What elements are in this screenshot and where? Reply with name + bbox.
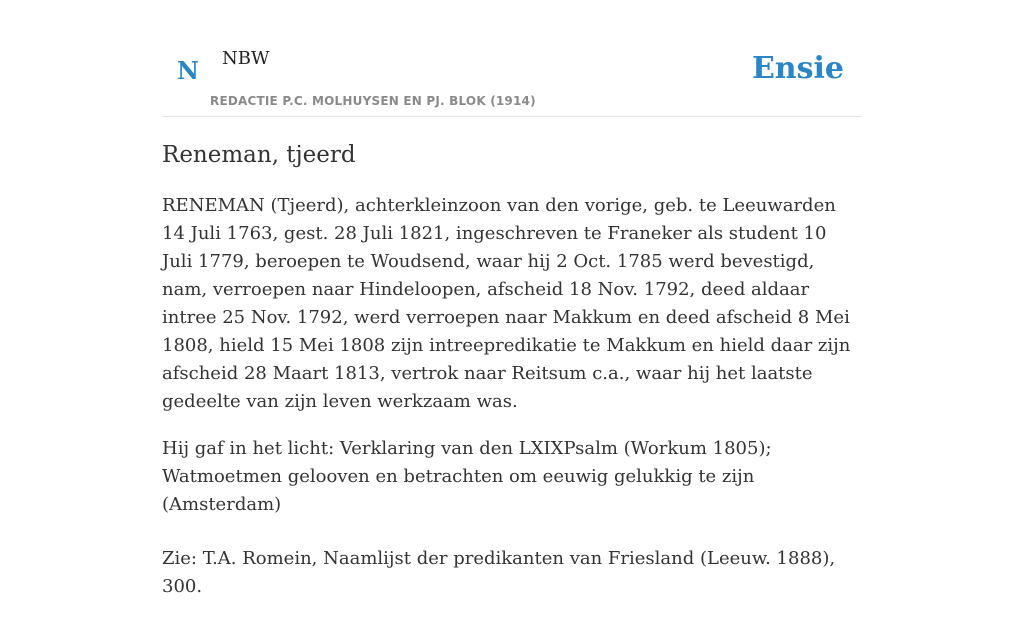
source-logo-letter: N <box>177 56 199 85</box>
article-body <box>162 192 862 620</box>
source-name-link[interactable]: NBW <box>222 48 270 69</box>
article-title: Reneman, tjeerd <box>162 142 356 168</box>
article-reference: Zie: T.A. Romein, Naamlijst der predikanten van Friesland (Leeuw. 1888), 300. <box>162 548 836 597</box>
source-credit: REDACTIE P.C. MOLHUYSEN EN PJ. BLOK (1914) <box>210 94 536 108</box>
source-header <box>162 40 862 117</box>
article-paragraph: Hij gaf in het licht: Verklaring van den LXIXPsalm (Workum 1805); Watmoetmen gelooven en betrachten om eeuwig gelukkig te zijn (Amsterdam) <box>162 438 772 515</box>
brand-logo-link[interactable]: Ensie <box>751 51 844 86</box>
article-paragraph: RENEMAN (Tjeerd), achterkleinzoon van den vorige, geb. te Leeuwarden 14 Juli 1763, gest. 28 Juli 1821, ingeschreven te Franeker als student 10 Juli 1779, beroepen te Woudsend, waar hij 2 Oct. 1785 werd bevestigd, nam, verroepen naar Hindeloopen, afscheid 18 Nov. 1792, deed aldaar intree 25 Nov. 1792, werd verroepen naar Makkum en deed afscheid 8 Mei 1808, hield 15 Mei 1808 zijn intreepredikatie te Makkum en hield daar zijn afscheid 28 Maart 1813, vertrok naar Reitsum c.a., waar hij het laatste gedeelte van zijn leven werkzaam was. <box>162 195 851 412</box>
